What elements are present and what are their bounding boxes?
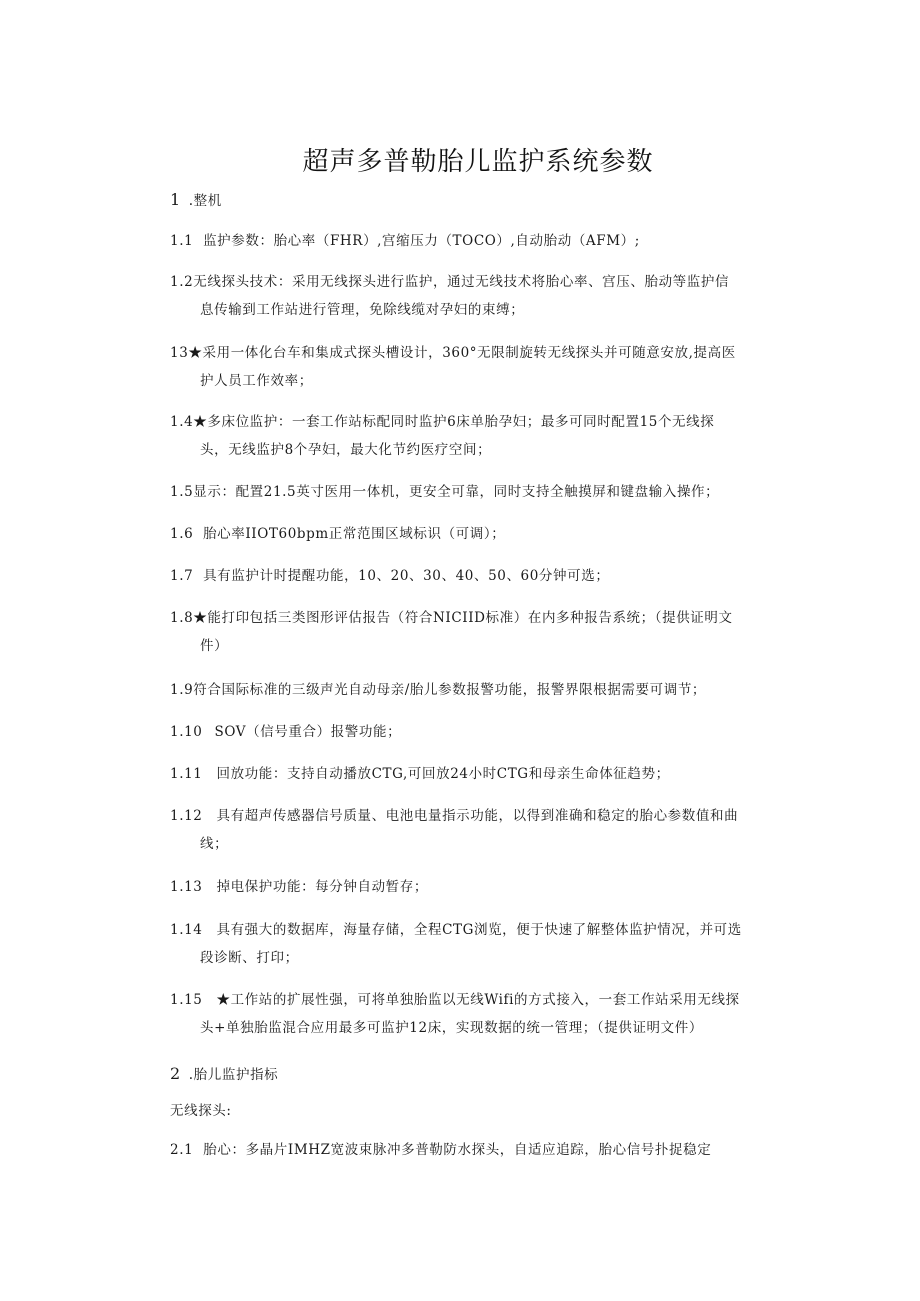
item-number: 1.12 bbox=[170, 808, 203, 824]
item-number: 1.9 bbox=[170, 682, 194, 698]
list-item bbox=[170, 676, 795, 704]
item-number: 1.15 bbox=[170, 992, 203, 1008]
item-number: 1.1 bbox=[170, 233, 194, 249]
list-item bbox=[170, 478, 795, 506]
item-text: SOV（信号重合）报警功能； bbox=[214, 724, 402, 740]
item-number: 1.6 bbox=[170, 526, 194, 542]
item-text: 显示：配置21.5英寸医用一体机，更安全可靠，同时支持全触摸屏和键盘输入操作； bbox=[193, 484, 720, 500]
section-title: .胎儿监护指标 bbox=[188, 1067, 279, 1083]
section-title: .整机 bbox=[188, 193, 222, 209]
item-number: 1.7 bbox=[170, 568, 194, 584]
item-number: 1.4 bbox=[170, 414, 194, 430]
item-text: 具有超声传感器信号质量、电池电量指示功能，以得到准确和稳定的胎心参数值和曲 bbox=[216, 808, 739, 824]
item-text: ★多床位监护：一套工作站标配同时监护6床单胎孕妇；最多可同时配置15个无线探 bbox=[193, 414, 715, 430]
section-heading-2 bbox=[170, 1060, 795, 1089]
list-item bbox=[170, 268, 795, 324]
item-text: 回放功能：支持自动播放CTG,可回放24小时CTG和母亲生命体征趋势； bbox=[216, 766, 670, 782]
item-text: 掉电保护功能：每分钟自动暂存； bbox=[216, 879, 428, 895]
item-number: 1.2 bbox=[170, 274, 194, 290]
item-text-continued: 线； bbox=[200, 836, 229, 852]
item-text: 胎心：多晶片IMHZ宽波束脉冲多普勒防水探头，自适应追踪，胎心信号扑捉稳定 bbox=[203, 1142, 712, 1158]
item-text: 符合国际标准的三级声光自动母亲/胎儿参数报警功能，报警界限根据需要可调节； bbox=[193, 682, 707, 698]
section-number: 1 bbox=[170, 190, 181, 209]
item-number: 1.8 bbox=[170, 610, 194, 626]
item-number: 1.5 bbox=[170, 484, 194, 500]
item-text-continued: 段诊断、打印； bbox=[200, 950, 299, 966]
item-text: ★能打印包括三类图形评估报告（符合NICIID标准）在内多种报告系统；（提供证明文 bbox=[193, 610, 733, 626]
section-heading-1 bbox=[170, 186, 795, 215]
item-number: 2.1 bbox=[170, 1142, 194, 1158]
list-item bbox=[170, 227, 795, 255]
list-item bbox=[170, 339, 795, 395]
subheading-text: 无线探头: bbox=[170, 1103, 232, 1119]
subheading bbox=[170, 1097, 795, 1125]
list-item bbox=[170, 1136, 795, 1164]
item-text: 无线探头技术：采用无线探头进行监护，通过无线技术将胎心率、宫压、胎动等监护信 bbox=[193, 274, 730, 290]
item-text: ★采用一体化台车和集成式探头槽设计，360°无限制旋转无线探头并可随意安放,提高医 bbox=[188, 345, 736, 361]
item-text: 具有强大的数据库，海量存储，全程CTG浏览，便于快速了解整体监护情况，并可选 bbox=[216, 922, 742, 938]
item-text-continued: 护人员工作效率； bbox=[200, 373, 313, 389]
list-item bbox=[170, 520, 795, 548]
item-number: 1.13 bbox=[170, 879, 203, 895]
item-number: 1.10 bbox=[170, 724, 203, 740]
item-number: 1.11 bbox=[170, 766, 203, 782]
list-item bbox=[170, 873, 795, 901]
list-item bbox=[170, 916, 795, 972]
list-item bbox=[170, 562, 795, 590]
item-text: ★工作站的扩展性强，可将单独胎监以无线Wifi的方式接入，一套工作站采用无线探 bbox=[216, 992, 740, 1008]
list-item bbox=[170, 604, 795, 660]
item-text: 胎心率IIOT60bpm正常范围区域标识（可调）； bbox=[193, 526, 506, 542]
item-text-continued: 头，无线监护8个孕妇，最大化节约医疗空间； bbox=[200, 442, 492, 458]
item-number: 13 bbox=[170, 345, 189, 361]
item-number: 1.14 bbox=[170, 922, 203, 938]
item-text: 具有监护计时提醒功能，10、20、30、40、50、60分钟可选； bbox=[193, 568, 610, 584]
item-text-continued: 件） bbox=[200, 638, 229, 654]
list-item bbox=[170, 760, 795, 788]
item-text-continued: 息传输到工作站进行管理，免除线缆对孕妇的束缚； bbox=[200, 302, 525, 318]
item-text: 监护参数：胎心率（FHR）,宫缩压力（TOCO）,自动胎动（AFM）; bbox=[193, 233, 640, 249]
list-item bbox=[170, 408, 795, 464]
section-number: 2 bbox=[170, 1064, 181, 1083]
document-title: 超声多普勒胎儿监护系统参数 bbox=[302, 147, 654, 178]
item-text-continued: 头+单独胎监混合应用最多可监护12床，实现数据的统一管理；（提供证明文件） bbox=[200, 1020, 703, 1036]
list-item bbox=[170, 986, 795, 1042]
list-item bbox=[170, 718, 795, 746]
list-item bbox=[170, 802, 795, 858]
